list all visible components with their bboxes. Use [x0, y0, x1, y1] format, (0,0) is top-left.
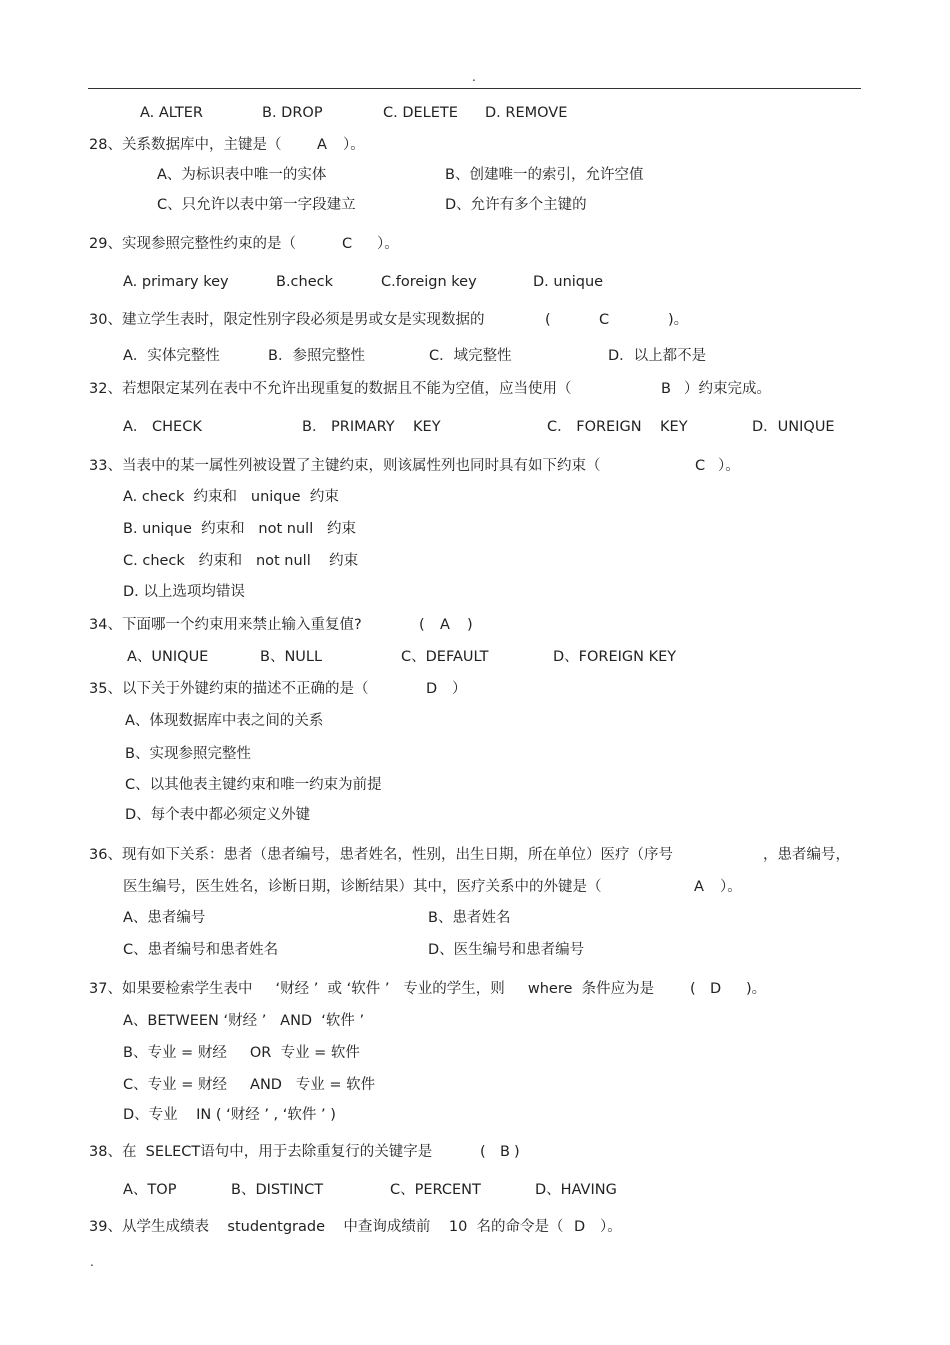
q38-answer: B [500, 1144, 510, 1160]
q37-tail: )。 [746, 981, 767, 997]
q36-stem-line1: 36、现有如下关系：患者（患者编号，患者姓名，性别，出生日期，所在单位）医疗（序号 [89, 847, 673, 863]
q27-option-d: D. REMOVE [485, 105, 568, 121]
q36-stem-line2: 医生编号，医生姓名，诊断日期，诊断结果）其中，医疗关系中的外键是（ [123, 879, 602, 895]
q38-tail: ) [514, 1144, 520, 1160]
q29-stem: 29、实现参照完整性约束的是（ [89, 236, 296, 252]
q35-option-d: D、每个表中都必须定义外键 [125, 807, 311, 823]
q33-option-c: C. check 约束和 not null 约束 [123, 553, 359, 569]
q32-option-d: D．UNIQUE [752, 419, 835, 435]
q29-option-a: A. primary key [123, 274, 229, 290]
q34-tail: ) [467, 617, 473, 633]
q37-stem: 37、如果要检索学生表中 ‘财经 ’ 或 ‘软件 ’ 专业的学生，则 where 条件应为是 [89, 981, 655, 997]
q36-answer: A [694, 879, 704, 895]
q32-option-b: B． PRIMARY KEY [302, 419, 441, 435]
q36-option-c: C、患者编号和患者姓名 [123, 942, 279, 958]
q35-option-a: A、体现数据库中表之间的关系 [125, 713, 324, 729]
q38-option-a: A、TOP [123, 1182, 177, 1198]
footer-mark: . [90, 1255, 94, 1269]
q33-option-d: D. 以上选项均错误 [123, 584, 245, 600]
q35-tail: ） [452, 681, 467, 697]
q34-stem: 34、下面哪一个约束用来禁止输入重复值? [89, 617, 362, 633]
q37-open-paren: ( [690, 981, 696, 997]
q32-tail: ）约束完成。 [684, 381, 771, 397]
q35-option-c: C、以其他表主键约束和唯一约束为前提 [125, 777, 382, 793]
q29-option-b: B.check [276, 274, 334, 290]
q28-tail: ）。 [343, 137, 365, 153]
q28-answer: A [317, 137, 327, 153]
q32-answer: B [661, 381, 671, 397]
q34-open-paren: ( [419, 617, 425, 633]
q39-stem: 39、从学生成绩表 studentgrade 中查询成绩前 10 名的命令是（ [89, 1219, 564, 1235]
q37-option-b: B、专业 = 财经 OR 专业 = 软件 [123, 1045, 360, 1061]
q34-option-d: D、FOREIGN KEY [553, 649, 677, 665]
q29-option-c: C.foreign key [381, 274, 477, 290]
q39-tail: ）。 [600, 1219, 622, 1235]
q30-option-a: A．实体完整性 [123, 348, 220, 364]
q34-option-c: C、DEFAULT [401, 649, 489, 665]
q30-open-paren: ( [545, 312, 551, 328]
q30-answer: C [599, 312, 610, 328]
q39-answer: D [574, 1219, 586, 1235]
q30-option-d: D．以上都不是 [608, 348, 707, 364]
q27-option-a: A. ALTER [140, 105, 203, 121]
q30-option-b: B．参照完整性 [268, 348, 365, 364]
q35-option-b: B、实现参照完整性 [125, 746, 251, 762]
q30-stem: 30、建立学生表时，限定性别字段必须是男或女是实现数据的 [89, 312, 485, 328]
q36-option-b: B、患者姓名 [428, 910, 511, 926]
q27-option-c: C. DELETE [383, 105, 458, 121]
q38-open-paren: ( [480, 1144, 486, 1160]
q35-answer: D [426, 681, 438, 697]
q28-option-a: A、为标识表中唯一的实体 [157, 167, 327, 183]
q29-tail: ）。 [377, 236, 399, 252]
q38-option-d: D、HAVING [535, 1182, 617, 1198]
q34-option-a: A、UNIQUE [127, 649, 209, 665]
q33-answer: C [695, 458, 706, 474]
q36-option-d: D、医生编号和患者编号 [428, 942, 585, 958]
q37-answer: D [710, 981, 722, 997]
q37-option-d: D、专业 IN ( ‘财经 ’ , ‘软件 ’ ) [123, 1107, 336, 1123]
q29-option-d: D. unique [533, 274, 604, 290]
q32-option-c: C． FOREIGN KEY [547, 419, 688, 435]
q38-stem: 38、在 SELECT语句中，用于去除重复行的关键字是 [89, 1144, 433, 1160]
q34-answer: A [440, 617, 450, 633]
q38-option-b: B、DISTINCT [231, 1182, 324, 1198]
q30-option-c: C．域完整性 [429, 348, 512, 364]
q37-option-a: A、BETWEEN ‘财经 ’ AND ‘软件 ’ [123, 1013, 365, 1029]
q38-option-c: C、PERCENT [390, 1182, 481, 1198]
q28-option-d: D、允许有多个主键的 [445, 197, 587, 213]
q33-option-a: A. check 约束和 unique 约束 [123, 489, 339, 505]
q28-stem: 28、关系数据库中，主键是（ [89, 137, 282, 153]
q36-option-a: A、患者编号 [123, 910, 206, 926]
q36-stem-line1-end: ，患者编号， [763, 847, 850, 863]
header-rule [88, 88, 861, 89]
q33-stem: 33、当表中的某一属性列被设置了主键约束，则该属性列也同时具有如下约束（ [89, 458, 601, 474]
q34-option-b: B、NULL [260, 649, 323, 665]
q36-tail: ）。 [720, 879, 742, 895]
header-mark: . [472, 70, 476, 84]
q33-tail: ）。 [718, 458, 740, 474]
q37-option-c: C、专业 = 财经 AND 专业 = 软件 [123, 1077, 376, 1093]
q30-tail: )。 [668, 312, 689, 328]
q33-option-b: B. unique 约束和 not null 约束 [123, 521, 357, 537]
q27-option-b: B. DROP [262, 105, 323, 121]
q35-stem: 35、以下关于外键约束的描述不正确的是（ [89, 681, 369, 697]
q28-option-b: B、创建唯一的索引，允许空值 [445, 167, 644, 183]
q32-option-a: A． CHECK [123, 419, 202, 435]
q32-stem: 32、若想限定某列在表中不允许出现重复的数据且不能为空值，应当使用（ [89, 381, 572, 397]
q29-answer: C [342, 236, 353, 252]
q28-option-c: C、只允许以表中第一字段建立 [157, 197, 356, 213]
